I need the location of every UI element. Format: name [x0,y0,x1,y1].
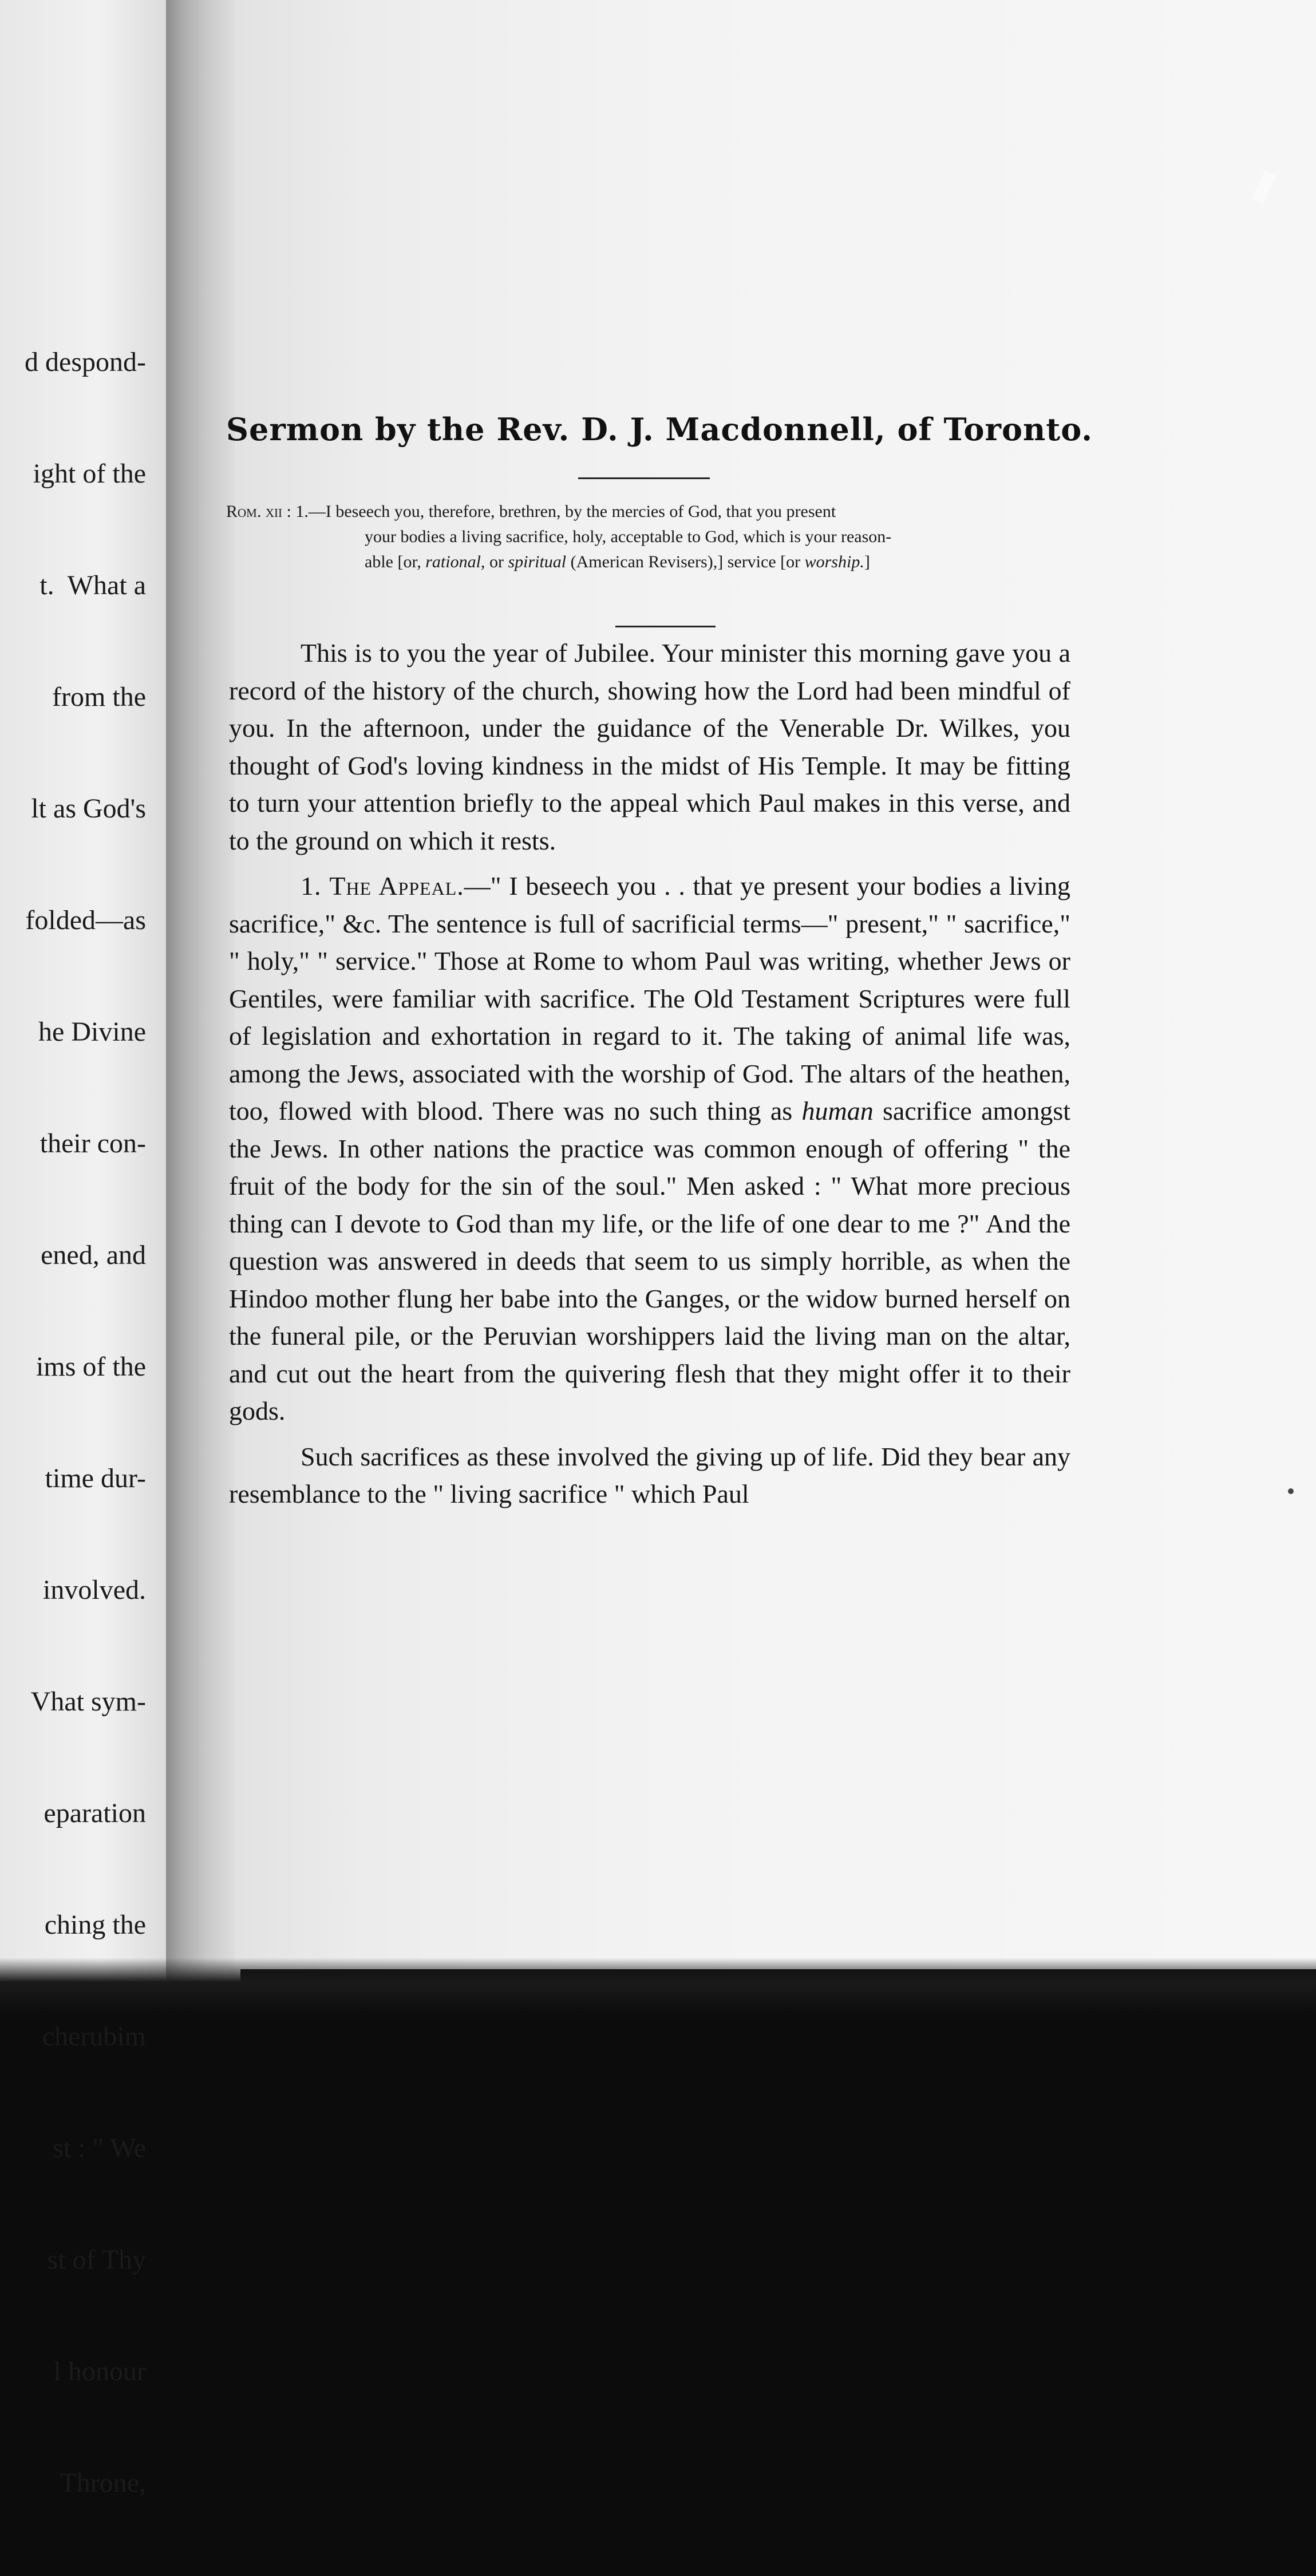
section-heading-appeal: 1. The Appeal. [301,871,464,900]
epigraph-line-2: your bodies a living sacrifice, holy, acceptable to God, which is your reason- [365,527,892,546]
title-rule [578,477,710,479]
paragraph-appeal: 1. The Appeal.—" I beseech you . . that ye present your bodies a living sacrifice," &c. The sentence is full of sacrificial terms—" present," " sacrifice," " holy," " service." Those at Rome to whom Paul was writing, whether Jews or Gentiles, were familiar with sacrifice. The Old Testament Scriptures were full of legislation and exhortation in regard to it. The taking of animal life was, among the Jews, associated with the worship of God. The altars of the heathen, too, flowed with blood. There was no such thing as human sacrifice amongst the Jews. In other nations the practice was common enough of offering " the fruit of the body for the sin of the soul." Men asked : " What more precious thing can I devote to God than my life, or the life of one dear to me ?" And the question was answered in deeds that seem to us simply horrible, as when the Hindoo mother flung her babe into the Ganges, or the widow burned herself on the funeral pile, or the Peruvian worshippers laid the living man on the altar, and cut out the heart from the quivering flesh that they might offer it to their gods. [229,871,1070,1425]
left-line: l honour [53,2356,146,2387]
left-line: ight of the [33,459,146,489]
scan-bottom-edge [0,1958,1316,2018]
left-line: d despond- [25,347,146,377]
left-line: st : " We [53,2133,146,2163]
epigraph-line-1: Rom. xii : 1.—I beseech you, therefore, brethren, by the mercies of God, that you present [226,502,836,521]
left-line: folded—as [25,905,146,935]
left-line: cherubim [42,2021,146,2052]
left-line: lt as God's [31,793,146,824]
left-line: ching the [44,1910,146,1940]
page-tear-mark [1251,171,1276,204]
left-line: their con- [39,1128,146,1159]
sermon-title: Sermon by the Rev. D. J. Macdonnell, of Toronto. [226,411,1093,448]
left-line: involved. [43,1575,146,1605]
left-line: Throne, [60,2468,146,2498]
paragraph-sacrifices: Such sacrifices as these involved the giving up of life. Did they bear any resemblance to the " living sacrifice " which Paul [229,1441,1070,1508]
left-line: he Divine [38,1017,146,1047]
epigraph-reference: Rom. xii : 1. [226,502,309,521]
speck-mark [1288,1488,1294,1494]
epigraph-line-3: able [or, rational, or spiritual (American Revisers),] service [or worship.] [365,552,870,571]
epigraph-rule [615,626,716,627]
left-line: ened, and [41,1240,146,1270]
sermon-body [229,634,1070,1513]
left-line: t. What a [39,570,146,600]
left-page-text [0,269,166,2576]
left-line: ims of the [36,1352,146,1382]
left-page [0,0,166,2498]
left-line: Vhat sym- [30,1686,146,1717]
left-line: st of Thy [47,2245,146,2275]
paragraph-intro: This is to you the year of Jubilee. Your minister this morning gave you a record of the history of the church, showing how the Lord had been mindful of you. In the afternoon, under the guidance of the Venerable Dr. Wilkes, you thought of God's loving kindness in the midst of His Temple. It may be fitting to turn your attention briefly to the appeal which Paul makes in this verse, and to the ground on which it rests. [229,638,1070,855]
left-line: eparation [44,1798,146,1828]
emphasis-human: human [801,1096,874,1125]
left-line: time dur- [45,1463,146,1494]
left-line: from the [52,682,146,712]
scripture-epigraph [226,499,1065,575]
